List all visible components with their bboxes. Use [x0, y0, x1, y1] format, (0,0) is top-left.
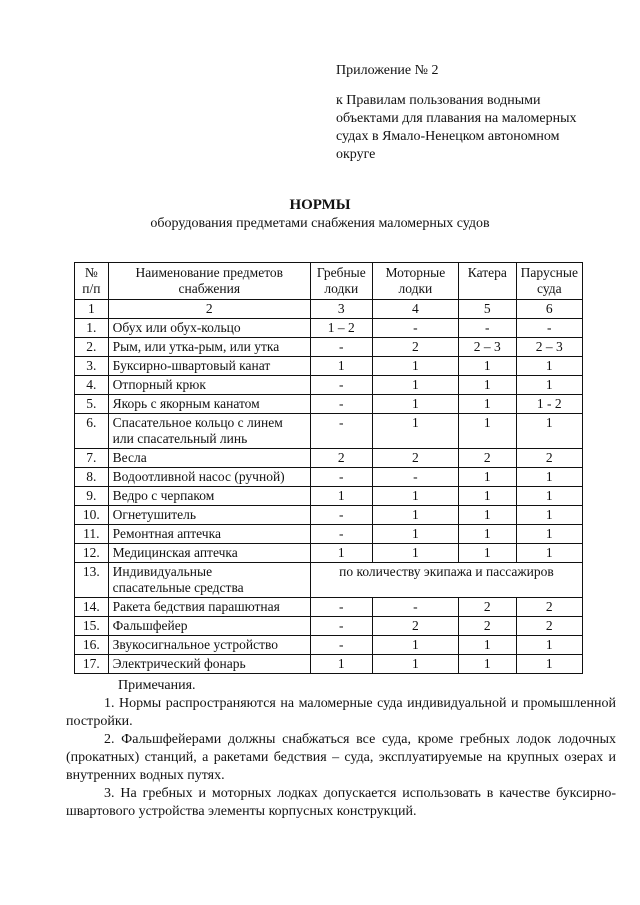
table-row	[75, 636, 583, 655]
header-text: снабжения	[178, 281, 241, 296]
table-header-row	[75, 263, 583, 300]
item-name: Весла	[108, 449, 310, 468]
header-boats	[459, 263, 517, 300]
column-index: 6	[516, 300, 582, 319]
table-row	[75, 357, 583, 376]
sail-value: 1	[516, 468, 582, 487]
row-number: 11.	[75, 525, 109, 544]
rowing-value: 1 – 2	[310, 319, 372, 338]
item-name: Рым, или утка-рым, или утка	[108, 338, 310, 357]
boats-value: -	[459, 319, 517, 338]
boats-value: 1	[459, 395, 517, 414]
item-name: Медицинская аптечка	[108, 544, 310, 563]
table-row	[75, 506, 583, 525]
note-item: 1. Нормы распространяются на маломерные суда индивидуальной и промышленной постройки.	[66, 696, 616, 729]
sail-value: 1	[516, 525, 582, 544]
boats-value: 1	[459, 525, 517, 544]
notes-section	[66, 677, 616, 821]
notes-heading: Примечания.	[118, 678, 196, 693]
rowing-value: 1	[310, 487, 372, 506]
table-row	[75, 563, 583, 598]
motor-value: 1	[372, 636, 458, 655]
motor-value: 1	[372, 506, 458, 525]
motor-value: 1	[372, 655, 458, 674]
sail-value: 2	[516, 598, 582, 617]
motor-value: 1	[372, 525, 458, 544]
appendix-number: Приложение № 2	[336, 63, 439, 78]
item-name: Ведро с черпаком	[108, 487, 310, 506]
motor-value: 1	[372, 376, 458, 395]
rowing-value: 1	[310, 655, 372, 674]
rowing-value: -	[310, 617, 372, 636]
rowing-value: -	[310, 468, 372, 487]
table-row	[75, 617, 583, 636]
note-item: 3. На гребных и моторных лодках допускается использовать в качестве буксирно-швартового устройства элементы корпусных конструкций.	[66, 786, 616, 819]
row-number: 14.	[75, 598, 109, 617]
sail-value: 1	[516, 544, 582, 563]
boats-value: 2 – 3	[459, 338, 517, 357]
header-text: Наименование предметов	[135, 265, 284, 280]
table-row	[75, 319, 583, 338]
motor-value: -	[372, 598, 458, 617]
boats-value: 1	[459, 487, 517, 506]
column-index: 3	[310, 300, 372, 319]
header-number	[75, 263, 109, 300]
boats-value: 1	[459, 468, 517, 487]
note-item: 2. Фальшфейерами должны снабжаться все суда, кроме гребных лодок лодочных (прокатных) станций, а ракетами бедствия – суда, эксплуатируемые на крупных озерах и внутренних водных путях.	[66, 732, 616, 783]
appendix-line: округе	[336, 147, 376, 162]
table-row	[75, 468, 583, 487]
norms-table	[74, 262, 583, 674]
rowing-value: -	[310, 376, 372, 395]
item-name: Отпорный крюк	[108, 376, 310, 395]
item-name-line: спасательные средства	[112, 580, 244, 595]
row-number: 9.	[75, 487, 109, 506]
row-number: 13.	[75, 563, 109, 598]
rowing-value: -	[310, 506, 372, 525]
header-motor-boats	[372, 263, 458, 300]
table-row	[75, 376, 583, 395]
boats-value: 1	[459, 636, 517, 655]
column-index: 5	[459, 300, 517, 319]
rowing-value: 1	[310, 544, 372, 563]
item-name: Звукосигнальное устройство	[108, 636, 310, 655]
rowing-value: 1	[310, 357, 372, 376]
table-row	[75, 487, 583, 506]
row-number: 5.	[75, 395, 109, 414]
header-name	[108, 263, 310, 300]
document-title: НОРМЫ	[289, 197, 351, 213]
table-row	[75, 414, 583, 449]
motor-value: 1	[372, 395, 458, 414]
row-number: 15.	[75, 617, 109, 636]
header-text: лодки	[324, 281, 359, 296]
row-number: 6.	[75, 414, 109, 449]
row-number: 17.	[75, 655, 109, 674]
boats-value: 1	[459, 655, 517, 674]
row-number: 4.	[75, 376, 109, 395]
row-number: 2.	[75, 338, 109, 357]
item-name-line: Индивидуальные	[112, 564, 213, 579]
column-index: 1	[75, 300, 109, 319]
item-name: Обух или обух-кольцо	[108, 319, 310, 338]
appendix-line: судах в Ямало-Ненецком автономном	[336, 129, 560, 144]
header-text: Гребные	[316, 265, 366, 280]
motor-value: 1	[372, 414, 458, 449]
sail-value: 1	[516, 636, 582, 655]
motor-value: -	[372, 468, 458, 487]
motor-value: -	[372, 319, 458, 338]
motor-value: 2	[372, 338, 458, 357]
header-text: Катера	[467, 265, 507, 280]
item-name: Буксирно-швартовый канат	[108, 357, 310, 376]
merged-value: по количеству экипажа и пассажиров	[310, 563, 582, 598]
row-number: 12.	[75, 544, 109, 563]
rowing-value: -	[310, 525, 372, 544]
sail-value: 2	[516, 449, 582, 468]
header-text: Моторные	[385, 265, 446, 280]
row-number: 16.	[75, 636, 109, 655]
sail-value: -	[516, 319, 582, 338]
column-index: 2	[108, 300, 310, 319]
appendix-line: объектами для плавания на маломерных	[336, 111, 577, 126]
rowing-value: -	[310, 414, 372, 449]
boats-value: 2	[459, 617, 517, 636]
row-number: 8.	[75, 468, 109, 487]
item-name: Ремонтная аптечка	[108, 525, 310, 544]
table-row	[75, 338, 583, 357]
boats-value: 2	[459, 449, 517, 468]
item-name-line: или спасательный линь	[112, 431, 248, 446]
appendix-line: к Правилам пользования водными	[336, 93, 541, 108]
header-text: суда	[537, 281, 562, 296]
item-name: Ракета бедствия парашютная	[108, 598, 310, 617]
header-sailing-vessels	[516, 263, 582, 300]
item-name	[108, 563, 310, 598]
document-subtitle: оборудования предметами снабжения маломерных судов	[150, 216, 490, 231]
sail-value: 1	[516, 655, 582, 674]
motor-value: 2	[372, 617, 458, 636]
appendix-block	[336, 62, 626, 164]
title-block	[0, 195, 640, 233]
sail-value: 2	[516, 617, 582, 636]
boats-value: 1	[459, 506, 517, 525]
table-row	[75, 655, 583, 674]
row-number: 3.	[75, 357, 109, 376]
sail-value: 1	[516, 376, 582, 395]
sail-value: 1	[516, 506, 582, 525]
rowing-value: -	[310, 338, 372, 357]
boats-value: 1	[459, 357, 517, 376]
rowing-value: -	[310, 598, 372, 617]
sail-value: 2 – 3	[516, 338, 582, 357]
motor-value: 1	[372, 357, 458, 376]
table-row	[75, 449, 583, 468]
item-name	[108, 414, 310, 449]
column-index-row	[75, 300, 583, 319]
boats-value: 1	[459, 414, 517, 449]
boats-value: 1	[459, 544, 517, 563]
header-text: №	[84, 265, 98, 280]
motor-value: 1	[372, 487, 458, 506]
table-row	[75, 395, 583, 414]
item-name: Водоотливной насос (ручной)	[108, 468, 310, 487]
boats-value: 1	[459, 376, 517, 395]
item-name: Огнетушитель	[108, 506, 310, 525]
sail-value: 1	[516, 487, 582, 506]
table-row	[75, 598, 583, 617]
motor-value: 2	[372, 449, 458, 468]
motor-value: 1	[372, 544, 458, 563]
sail-value: 1 - 2	[516, 395, 582, 414]
header-text: лодки	[398, 281, 433, 296]
table-row	[75, 544, 583, 563]
header-rowing-boats	[310, 263, 372, 300]
sail-value: 1	[516, 357, 582, 376]
item-name-line: Спасательное кольцо с линем	[112, 415, 283, 430]
column-index: 4	[372, 300, 458, 319]
rowing-value: -	[310, 395, 372, 414]
boats-value: 2	[459, 598, 517, 617]
row-number: 1.	[75, 319, 109, 338]
sail-value: 1	[516, 414, 582, 449]
header-text: Парусные	[520, 265, 578, 280]
rowing-value: -	[310, 636, 372, 655]
item-name: Якорь с якорным канатом	[108, 395, 310, 414]
rowing-value: 2	[310, 449, 372, 468]
row-number: 7.	[75, 449, 109, 468]
table-row	[75, 525, 583, 544]
row-number: 10.	[75, 506, 109, 525]
header-text: п/п	[82, 281, 101, 296]
item-name: Электрический фонарь	[108, 655, 310, 674]
item-name: Фальшфейер	[108, 617, 310, 636]
